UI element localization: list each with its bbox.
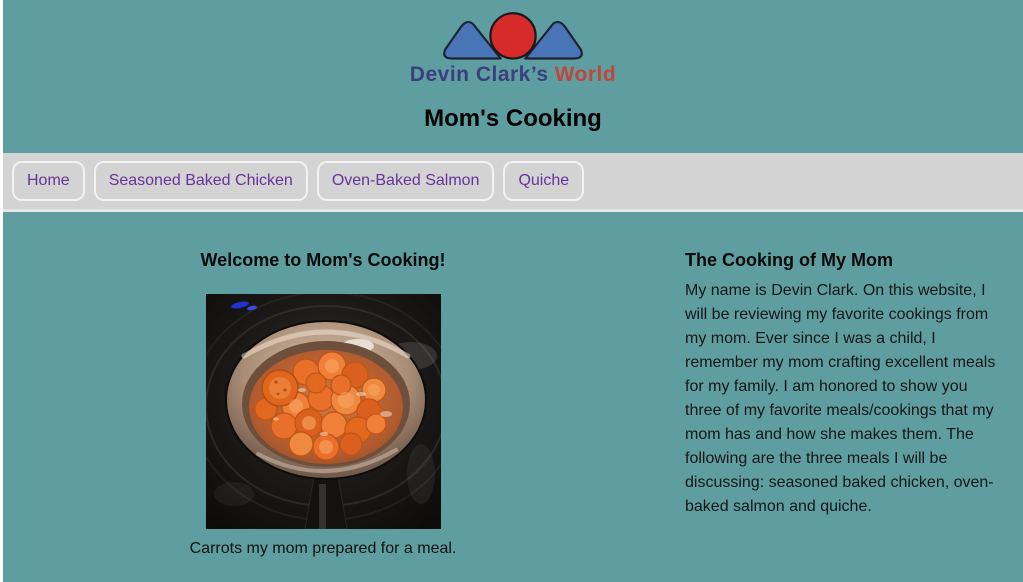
logo-icon [415,8,611,62]
site-logo [410,8,616,87]
site-header [3,0,1023,133]
logo-text-primary: Devin Clark’s [409,63,549,86]
nav-link-quiche[interactable]: Quiche [503,161,584,201]
logo-text [410,63,616,87]
about-section [685,250,1003,558]
logo-text-accent: World [554,63,617,86]
page-title: Mom's Cooking [424,105,602,132]
welcome-section [3,250,643,558]
nav-link-seasoned-baked-chicken[interactable]: Seasoned Baked Chicken [94,161,308,201]
nav-link-oven-baked-salmon[interactable]: Oven-Baked Salmon [317,161,495,201]
main-content [3,212,1023,582]
nav-bar [3,153,1023,212]
about-heading: The Cooking of My Mom [685,250,893,270]
intro-paragraph: My name is Devin Clark. On this website, I will be reviewing my favorite cookings from my mom. Ever since I was a child, I remember my mom crafting excellent meals for my family. I am honored to show you three of my favorite meals/cookings that my mom has and how she makes them. The following are the three meals I will be discussing: seasoned baked chicken, oven-baked salmon and quiche. [685,282,996,515]
welcome-heading: Welcome to Mom's Cooking! [200,250,446,270]
photo-caption: Carrots my mom prepared for a meal. [189,540,457,557]
nav-link-home[interactable]: Home [12,161,85,201]
page [3,0,1023,582]
carrots-photo [206,294,441,529]
